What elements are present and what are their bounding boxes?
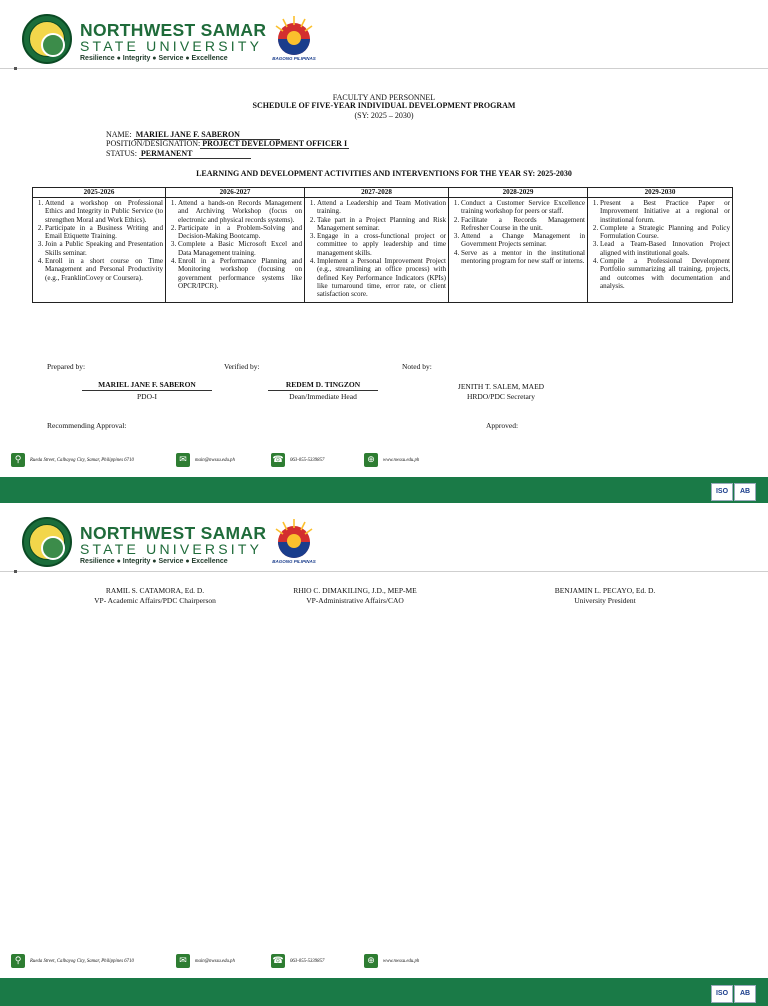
activity-item: 3. Lead a Team-Based Innovation Project aligned with institutional goals. <box>600 240 730 257</box>
prepared-label: Prepared by: <box>47 362 86 371</box>
noted-label: Noted by: <box>402 362 432 371</box>
column-header: 2025-2026 <box>33 188 166 198</box>
footer-band <box>0 978 768 1006</box>
phone-icon: ☎ <box>272 956 284 966</box>
verified-name: REDEM D. TINGZON <box>285 380 361 389</box>
activity-item: 1. Attend a Leadership and Team Motivation training. <box>317 199 446 216</box>
column-header: 2027-2028 <box>305 188 449 198</box>
rec1-role: VP- Academic Affairs/PDC Chairperson <box>94 596 216 605</box>
name-label: NAME: <box>106 130 132 139</box>
ab-cert-icon: AB <box>734 483 756 501</box>
footer-website[interactable] <box>364 452 419 468</box>
table-cell <box>166 198 305 303</box>
recommending-label: Recommending Approval: <box>47 421 127 430</box>
section-title: LEARNING AND DEVELOPMENT ACTIVITIES AND INTERVENTIONS FOR THE YEAR SY: 2025-2030 <box>196 169 572 178</box>
footer-phone <box>271 452 324 468</box>
university-name: NORTHWEST SAMAR <box>80 523 267 543</box>
globe-icon: ⊕ <box>364 453 378 467</box>
footer-website[interactable] <box>364 953 419 969</box>
approver-name: BENJAMIN L. PECAYO, Ed. D. <box>554 586 656 595</box>
activity-item: 2. Take part in a Project Planning and Risk Management seminar. <box>317 216 446 233</box>
footer-address <box>11 452 134 468</box>
column-header: 2026-2027 <box>166 188 305 198</box>
noted-role: HRDO/PDC Secretary <box>466 392 536 401</box>
address-text: Rueda Street, Calbayog City, Samar, Philippines 6710 <box>30 457 134 463</box>
iso-cert-icon: ISO <box>711 985 733 1003</box>
email-text[interactable]: main@nwssu.edu.ph <box>195 457 235 463</box>
activity-item: 2. Facilitate a Records Management Refresher Course in the unit. <box>461 216 585 233</box>
noted-name: JENITH T. SALEM, MAED <box>457 382 545 391</box>
activity-item: 4. Enroll in a Performance Planning and Monitoring workshop (focusing on government performance systems like OPCR/IPCR). <box>178 257 302 290</box>
footer-address <box>11 953 134 969</box>
website-text[interactable]: www.nwssu.edu.ph <box>383 958 420 964</box>
bagong-pilipinas-text: BAGONG PILIPINAS <box>272 56 316 61</box>
rec1-name: RAMIL S. CATAMORA, Ed. D. <box>105 586 205 595</box>
activity-item: 4. Enroll in a short course on Time Management and Personal Productivity (e.g., FranklinCovey or Coursera). <box>45 257 163 282</box>
header-divider <box>0 571 768 572</box>
university-seal-icon <box>22 14 72 64</box>
rec2-role: VP-Administrative Affairs/CAO <box>306 596 404 605</box>
address-text: Rueda Street, Calbayog City, Samar, Philippines 6710 <box>30 958 134 964</box>
activity-item: 4. Serve as a mentor in the institutional mentoring program for new staff or interns. <box>461 249 585 266</box>
letterhead <box>0 503 768 571</box>
ab-cert-icon: AB <box>734 985 756 1003</box>
table-row <box>33 198 733 303</box>
location-pin-icon: ⚲ <box>11 954 25 968</box>
activity-item: 3. Engage in a cross-functional project or committee to apply leadership and time management skills. <box>317 232 446 257</box>
doc-title-line3: (SY: 2025 – 2030) <box>354 111 414 120</box>
envelope-icon: ✉ <box>176 954 190 968</box>
university-name: NORTHWEST SAMAR <box>80 20 267 40</box>
header-mark <box>14 67 17 70</box>
university-subtitle: STATE UNIVERSITY <box>80 38 263 54</box>
rec2-name: RHIO C. DIMAKILING, J.D., MEP-ME <box>293 586 417 595</box>
activity-item: 2. Participate in a Problem-Solving and Decision-Making Bootcamp. <box>178 224 302 241</box>
footer-phone <box>271 953 324 969</box>
activity-item: 3. Attend a Change Management in Government Projects seminar. <box>461 232 585 249</box>
activity-item: 1. Attend a hands-on Records Management and Archiving Workshop (focus on electronic and physical records systems). <box>178 199 302 224</box>
name-value: MARIEL JANE F. SABERON <box>134 130 280 140</box>
prepared-name: MARIEL JANE F. SABERON <box>98 380 196 389</box>
footer-email[interactable] <box>176 452 235 468</box>
university-motto: Resilience ● Integrity ● Service ● Excellence <box>80 55 228 62</box>
verified-label: Verified by: <box>224 362 260 371</box>
letterhead <box>0 0 768 68</box>
activity-item: 4. Compile a Professional Development Portfolio summarizing all training, projects, and outcomes with documentation and analysis. <box>600 257 730 290</box>
activity-item: 2. Participate in a Business Writing and Email Etiquette Training. <box>45 224 163 241</box>
signature-line <box>82 390 212 391</box>
university-seal-icon <box>22 517 72 567</box>
header-mark <box>14 570 17 573</box>
activity-item: 3. Complete a Basic Microsoft Excel and Data Management training. <box>178 240 302 257</box>
header-divider <box>0 68 768 69</box>
globe-icon: ⊕ <box>364 954 378 968</box>
prepared-role: PDO-I <box>137 392 157 401</box>
activity-item: 1. Attend a workshop on Professional Ethics and Integrity in Public Service (to strengthen Moral and Work Ethics). <box>45 199 163 224</box>
website-text[interactable]: www.nwssu.edu.ph <box>383 457 420 463</box>
university-motto: Resilience ● Integrity ● Service ● Excellence <box>80 558 228 565</box>
approved-label: Approved: <box>486 421 519 430</box>
status-row <box>106 149 251 159</box>
activity-item: 4. Implement a Personal Improvement Project (e.g., streamlining an office process) with defined Key Performance Indicators (KPIs) like turnaround time, error rate, or client satisfaction score. <box>317 257 446 298</box>
university-subtitle: STATE UNIVERSITY <box>80 541 263 557</box>
verified-role: Dean/Immediate Head <box>289 392 357 401</box>
bagong-pilipinas-text: BAGONG PILIPINAS <box>272 559 316 564</box>
signature-line <box>268 390 378 391</box>
position-row <box>106 139 349 149</box>
table-cell <box>449 198 588 303</box>
column-header: 2028-2029 <box>449 188 588 198</box>
table-header-row <box>33 188 733 198</box>
doc-title-line1: FACULTY AND PERSONNEL <box>332 93 436 102</box>
status-label: STATUS: <box>106 149 137 158</box>
approver-role: University President <box>574 596 636 605</box>
phone-icon: ☎ <box>272 455 284 465</box>
position-value: PROJECT DEVELOPMENT OFFICER I <box>202 139 348 148</box>
footer-band <box>0 477 768 503</box>
activity-item: 2. Complete a Strategic Planning and Policy Formulation Course. <box>600 224 730 241</box>
phone-text: 063-055-5339857 <box>290 958 325 964</box>
status-value: PERMANENT <box>139 149 251 159</box>
footer-email[interactable] <box>176 953 235 969</box>
table-cell <box>33 198 166 303</box>
activity-item: 3. Join a Public Speaking and Presentation Skills seminar. <box>45 240 163 257</box>
column-header: 2029-2030 <box>588 188 733 198</box>
schedule-table <box>32 187 733 303</box>
position-label: POSITION/DESIGNATION: <box>106 139 201 148</box>
iso-cert-icon: ISO <box>711 483 733 501</box>
activity-item: 1. Conduct a Customer Service Excellence training workshop for peers or staff. <box>461 199 585 216</box>
doc-title-line2: SCHEDULE OF FIVE-YEAR INDIVIDUAL DEVELOPMENT PROGRAM <box>252 101 516 110</box>
envelope-icon: ✉ <box>176 453 190 467</box>
table-cell <box>305 198 449 303</box>
activity-item: 1. Present a Best Practice Paper or Improvement Initiative at a regional or institutional forum. <box>600 199 730 224</box>
table-cell <box>588 198 733 303</box>
phone-text: 063-055-5339857 <box>290 457 325 463</box>
email-text[interactable]: main@nwssu.edu.ph <box>195 958 235 964</box>
page-2 <box>0 503 768 1006</box>
location-pin-icon: ⚲ <box>11 453 25 467</box>
